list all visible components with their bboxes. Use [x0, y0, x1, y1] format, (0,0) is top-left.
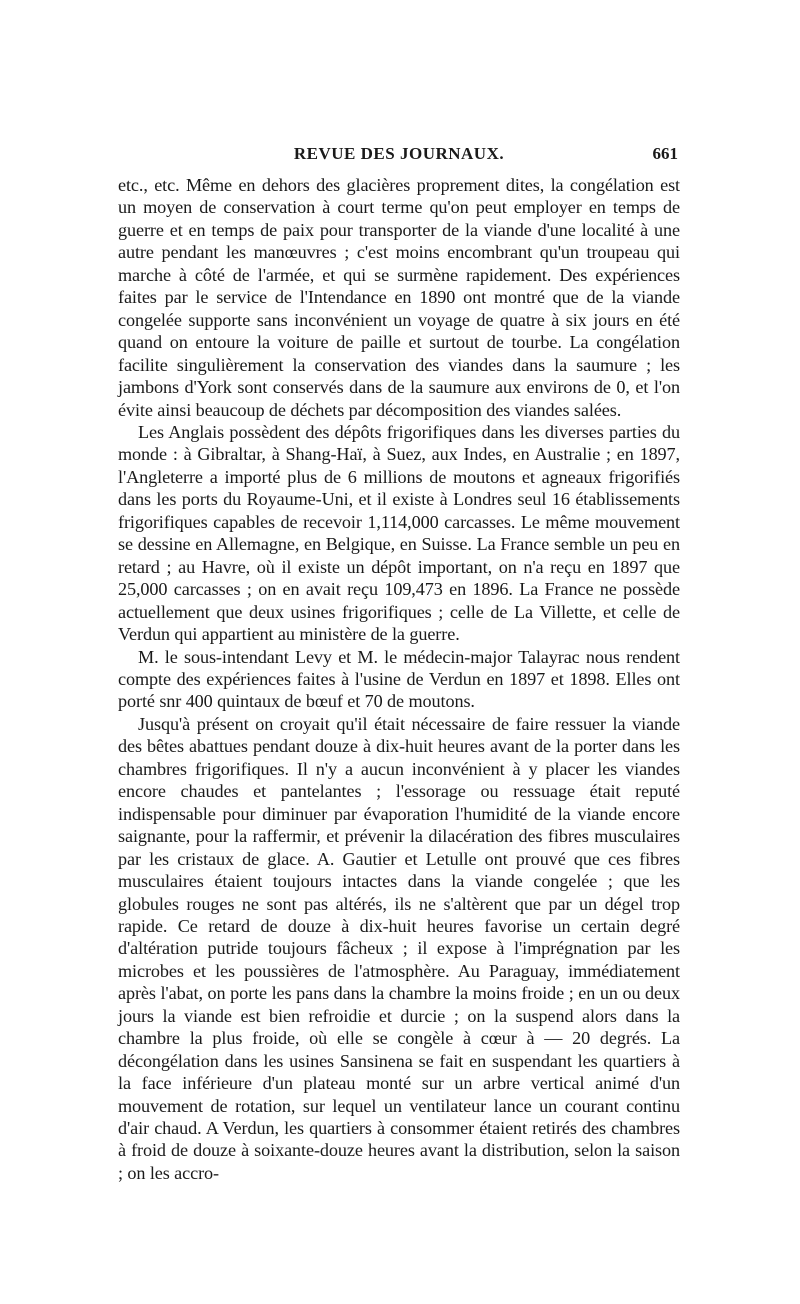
page-number: 661	[652, 144, 678, 163]
paragraph-1: etc., etc. Même en dehors des glacières proprement dites, la congélation est un moyen de conservation à court terme qu'on peut employer en temps de guerre et en temps de paix pour transporter de la viande d'une localité à une autre pendant les manœuvres ; c'est moins encombrant qu'un troupeau qui marche à côté de l'armée, et qui se surmène rapidement. Des expériences faites par le service de l'Intendance en 1890 ont montré que de la viande congelée supporte sans inconvénient un voyage de quatre à six jours en été quand on entoure la voiture de paille et surtout de tourbe. La congélation facilite singulièrement la conservation des viandes dans la saumure ; les jambons d'York sont conservés dans de la saumure aux environs de 0, et l'on évite ainsi beaucoup de déchets par décomposition des viandes salées.	[118, 175, 680, 420]
paragraph-3: M. le sous-intendant Levy et M. le médecin-major Talayrac nous rendent compte des expériences faites à l'usine de Verdun en 1897 et 1898. Elles ont porté snr 400 quintaux de bœuf et 70 de moutons.	[118, 646, 680, 712]
running-title: REVUE DES JOURNAUX.	[293, 144, 505, 163]
body-text	[118, 174, 680, 1184]
document-page	[118, 140, 680, 1184]
running-header	[118, 140, 680, 174]
paragraph-4: Jusqu'à présent on croyait qu'il était nécessaire de faire ressuer la viande des bêtes abattues pendant douze à dix-huit heures avant de la porter dans les chambres frigorifiques. Il n'y a aucun inconvénient à y placer les viandes encore chaudes et pantelantes ; l'essorage ou ressuage était reputé indispensable pour diminuer par évaporation l'humidité de la viande encore saignante, pour la raffermir, et prévenir la dilacération des fibres musculaires par les cristaux de glace. A. Gautier et Letulle ont prouvé que ces fibres musculaires étaient toujours intactes dans la viande congelée ; que les globules rouges ne sont pas altérés, ils ne s'altèrent que par un dégel trop rapide. Ce retard de douze à dix-huit heures favorise un certain degré d'altération putride toujours fâcheux ; il expose à l'imprégnation par les microbes et les poussières de l'atmosphère. Au Paraguay, immédiatement après l'abat, on porte les pans dans la chambre la moins froide ; en un ou deux jours la viande est bien refroidie et durcie ; on la suspend alors dans la chambre la plus froide, où elle se congèle à cœur à — 20 degrés. La décongélation dans les usines Sansinena se fait en suspendant les quartiers à la face inférieure d'un plateau monté sur un arbre vertical animé d'un mouvement de rotation, sur lequel un ventilateur lance un courant continu d'air chaud. A Verdun, les quartiers à consommer étaient retirés des chambres à froid de douze à soixante-douze heures avant la distribution, selon la saison ; on les accro-	[118, 713, 680, 1183]
paragraph-2: Les Anglais possèdent des dépôts frigorifiques dans les diverses parties du monde : à Gibraltar, à Shang-Haï, à Suez, aux Indes, en Australie ; en 1897, l'Angleterre a importé plus de 6 millions de moutons et agneaux frigorifiés dans les ports du Royaume-Uni, et il existe à Londres seul 16 établissements frigorifiques capables de recevoir 1,114,000 carcasses. Le même mouvement se dessine en Allemagne, en Belgique, en Suisse. La France semble un peu en retard ; au Havre, où il existe un dépôt important, on n'a reçu en 1897 que 25,000 carcasses ; on en avait reçu 109,473 en 1896. La France ne possède actuellement que deux usines frigorifiques ; celle de La Villette, et celle de Verdun qui appartient au ministère de la guerre.	[118, 421, 680, 645]
